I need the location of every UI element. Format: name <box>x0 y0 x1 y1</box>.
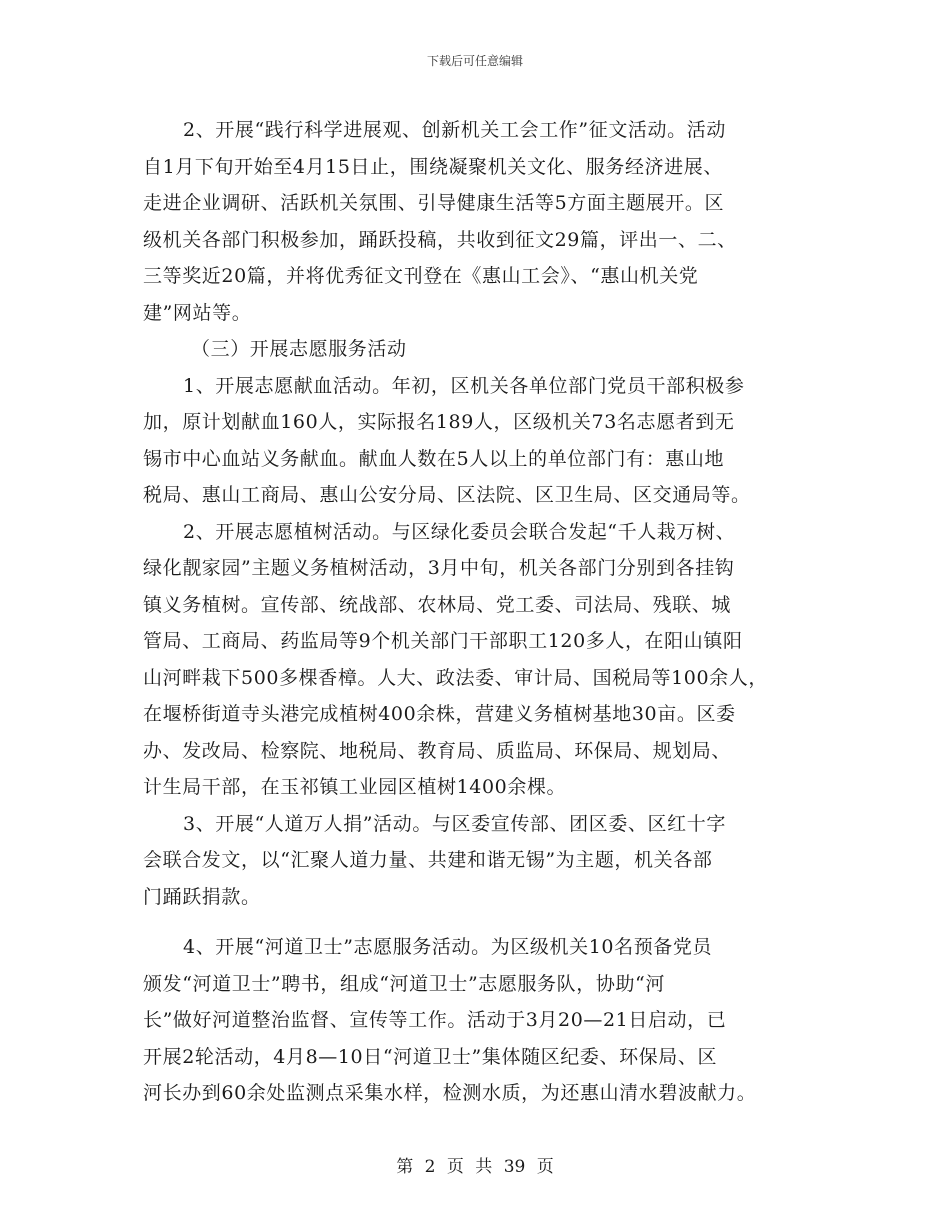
paragraph-line: 2、开展志愿植树活动。与区绿化委员会联合发起“千人栽万树、 <box>183 520 736 543</box>
page-number: 第 2 页 共 39 页 <box>396 1157 554 1177</box>
paragraph-line: 加，原计划献血160人，实际报名189人，区级机关73名志愿者到无 <box>143 411 735 433</box>
paragraph-line: 建”网站等。 <box>143 301 252 324</box>
paragraph-line: 镇义务植树。宣传部、统战部、农林局、党工委、司法局、残联、城 <box>143 593 732 616</box>
paragraph-line: 2、开展“践行科学进展观、创新机关工会工作”征文活动。活动 <box>183 119 726 141</box>
paragraph-line: 走进企业调研、活跃机关氛围、引导健康生活等5方面主题展开。区 <box>143 192 725 214</box>
paragraph-line: 长”做好河道整治监督、宣传等工作。活动于3月20—21日启动，已 <box>143 1009 727 1031</box>
page-header-note: 下载后可任意编辑 <box>426 54 523 68</box>
paragraph-line: 税局、惠山工商局、惠山公安分局、区法院、区卫生局、区交通局等。 <box>143 484 751 506</box>
paragraph-line: 门踊跃捐款。 <box>143 885 261 908</box>
paragraph-line: 级机关各部门积极参加，踊跃投稿，共收到征文29篇，评出一、二、 <box>143 228 737 251</box>
paragraph-line: 锡市中心血站义务献血。献血人数在5人以上的单位部门有：惠山地 <box>143 447 725 470</box>
paragraph-line: 在堰桥街道寺头港完成植树400余株，营建义务植树基地30亩。区委 <box>143 703 736 725</box>
paragraph-line: 绿化靓家园”主题义务植树活动，3月中旬，机关各部门分别到各挂钩 <box>143 557 735 579</box>
paragraph-line: 自1月下旬开始至4月15日止，围绕凝聚机关文化、服务经济进展、 <box>143 155 723 178</box>
paragraph-line: 山河畔栽下500多棵香樟。人大、政法委、审计局、国税局等100余人， <box>143 666 768 689</box>
paragraph-line: 办、发改局、检察院、地税局、教育局、质监局、环保局、规划局、 <box>143 739 732 762</box>
paragraph-line: 计生局干部，在玉祁镇工业园区植树1400余棵。 <box>143 776 567 798</box>
paragraph-line: 4、开展“河道卫士”志愿服务活动。为区级机关10名预备党员 <box>183 936 713 958</box>
section-heading: （三）开展志愿服务活动 <box>191 338 407 360</box>
paragraph-line: 3、开展“人道万人捐”活动。与区委宣传部、团区委、区红十字 <box>183 812 726 835</box>
paragraph-line: 1、开展志愿献血活动。年初，区机关各单位部门党员干部积极参 <box>183 374 745 397</box>
paragraph-line: 颁发“河道卫士”聘书，组成“河道卫士”志愿服务队，协助“河 <box>143 972 665 995</box>
paragraph-gap <box>143 915 833 929</box>
paragraph-line: 会联合发文，以“汇聚人道力量、共建和谐无锡”为主题，机关各部 <box>143 849 713 871</box>
paragraph-line: 三等奖近20篇，并将优秀征文刊登在《惠山工会》、“惠山机关党 <box>143 265 699 287</box>
paragraph-line: 河长办到60余处监测点采集水样，检测水质，为还惠山清水碧波献力。 <box>143 1082 757 1104</box>
paragraph-line: 管局、工商局、药监局等9个机关部门干部职工120多人，在阳山镇阳 <box>143 630 743 652</box>
document-body <box>143 112 833 1112</box>
paragraph-line: 开展2轮活动，4月8—10日“河道卫士”集体随区纪委、环保局、区 <box>143 1045 718 1068</box>
